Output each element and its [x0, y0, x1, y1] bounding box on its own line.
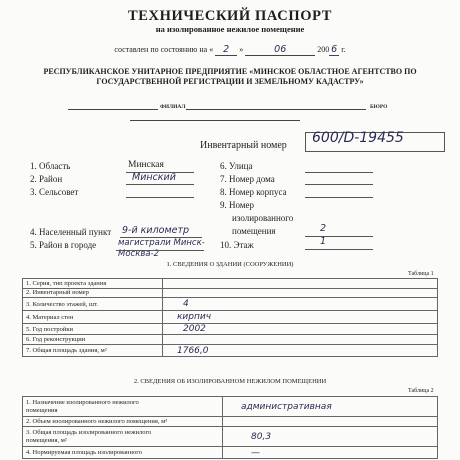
house-number-label: 7. Номер дома [220, 174, 275, 184]
table-row [23, 345, 438, 357]
inventory-value: 600/D-19455 [312, 130, 404, 146]
table-row [23, 427, 438, 447]
section-1-title: 1. СВЕДЕНИЯ О ЗДАНИИ (СООРУЖЕНИИ) [166, 261, 294, 268]
section-2-title: 2. СВЕДЕНИЯ ОБ ИЗОЛИРОВАННОМ НЕЖИЛОМ ПОМЕЩЕНИИ [133, 378, 327, 385]
floor-value: 1 [320, 236, 327, 247]
region-value: Минская [128, 160, 164, 170]
room-number-value: 2 [320, 223, 327, 234]
street-label: 6. Улица [220, 161, 253, 171]
room-number-label: 9. Номер [220, 200, 255, 210]
table-cell-value: 80,3 [223, 427, 438, 447]
table-cell-label: 7. Общая площадь здания, м² [23, 345, 163, 357]
floor-line [305, 239, 373, 250]
filial-label: ФИЛИАЛ [160, 104, 186, 110]
floor-label: 10. Этаж [220, 240, 254, 250]
street-line [305, 162, 373, 173]
inventory-label: Инвентарный номер [200, 140, 287, 151]
table-row [23, 288, 438, 298]
table-cell-value: кирпич [163, 311, 438, 324]
table-cell-value [163, 279, 438, 289]
table-cell-value: — [223, 447, 438, 459]
table-cell-label: 4. Нормируемая площадь изолированного [23, 447, 223, 459]
bureau-label: БЮРО [370, 104, 388, 110]
room-number-label-3: помещения [232, 226, 276, 236]
city-district-value-2: Москва-2 [118, 249, 160, 259]
table-cell-value [223, 417, 438, 427]
building-number-label: 8. Номер корпуса [220, 187, 287, 197]
table-row [23, 417, 438, 427]
room-number-label-2: изолированного [232, 213, 294, 223]
table-cell-label: 5. Год постройки [23, 324, 163, 335]
table-row [23, 279, 438, 289]
city-district-line [116, 240, 204, 251]
table-cell-label [23, 397, 223, 417]
table-row [23, 397, 438, 417]
table-2-label: Таблица 2 [408, 388, 434, 394]
building-number-line [305, 187, 373, 198]
room-number-line [305, 226, 373, 237]
table-cell-value: 4 [163, 298, 438, 311]
filial-line [68, 109, 158, 110]
locality-value: 9-й километр [122, 225, 190, 236]
as-of-day: 2 [215, 44, 237, 56]
building-info-table [22, 278, 438, 357]
locality-label: 4. Населенный пункт [30, 227, 112, 237]
table-row [23, 311, 438, 324]
as-of-date [0, 44, 460, 56]
table-row [23, 324, 438, 335]
table-cell-label-line-1: 3. Общая площадь изолированного нежилого [26, 428, 152, 436]
selsovet-line [126, 187, 194, 198]
table-cell-label-line-2: помещения, м² [26, 436, 67, 444]
as-of-mid: » [239, 45, 244, 54]
selsovet-label: 3. Сельсовет [30, 187, 79, 197]
table-cell-label [23, 427, 223, 447]
table-cell-label-line-1: 1. Назначение изолированного нежилого [26, 398, 139, 406]
room-info-table [22, 396, 438, 459]
city-district-label: 5. Район в городе [30, 240, 97, 250]
region-label: 1. Область [30, 161, 71, 171]
document-subtitle: на изолированное нежилое помещение [155, 24, 305, 34]
as-of-month: 06 [245, 44, 315, 56]
as-of-year-digit: 6 [331, 44, 338, 55]
table-cell-label: 6. Год реконструкции [23, 335, 163, 345]
as-of-suffix: г. [341, 45, 346, 54]
table-cell-value [163, 335, 438, 345]
table-1-label: Таблица 1 [408, 271, 434, 277]
table-cell-label: 4. Материал стен [23, 311, 163, 324]
document-title: ТЕХНИЧЕСКИЙ ПАСПОРТ [127, 8, 332, 24]
district-line [126, 174, 194, 185]
table-cell-value: административная [223, 397, 438, 417]
bureau-line [186, 109, 366, 110]
district-label: 2. Район [30, 174, 63, 184]
organization-name: РЕСПУБЛИКАНСКОЕ УНИТАРНОЕ ПРЕДПРИЯТИЕ «МИНСКОЕ ОБЛАСТНОЕ АГЕНТСТВО ПО ГОСУДАРСТВЕННОЙ РЕГИСТРАЦИИ И ЗЕМЕЛЬНОМУ КАДАСТРУ» [43, 67, 417, 86]
table-cell-label: 2. Инвентарный номер [23, 288, 163, 298]
table-cell-label: 2. Объем изолированного нежилого помещения, м³ [23, 417, 223, 427]
table-cell-value: 1766,0 [163, 345, 438, 357]
city-district-value: магистрали Минск- [118, 238, 205, 248]
table-row [23, 335, 438, 345]
table-row [23, 447, 438, 459]
table-cell-label: 3. Количество этажей, шт. [23, 298, 163, 311]
house-number-line [305, 174, 373, 185]
filial-underline [130, 120, 300, 121]
district-value: Минский [132, 172, 176, 183]
table-cell-value: 2002 [163, 324, 438, 335]
as-of-prefix: составлен по состоянию на « [114, 45, 214, 54]
table-cell-value [163, 288, 438, 298]
table-row [23, 298, 438, 311]
as-of-year-prefix: 200 [317, 45, 330, 54]
locality-line [120, 227, 202, 238]
table-cell-label: 1. Серия, тип проекта здания [23, 279, 163, 289]
table-cell-label-line-2: помещения [26, 406, 58, 414]
